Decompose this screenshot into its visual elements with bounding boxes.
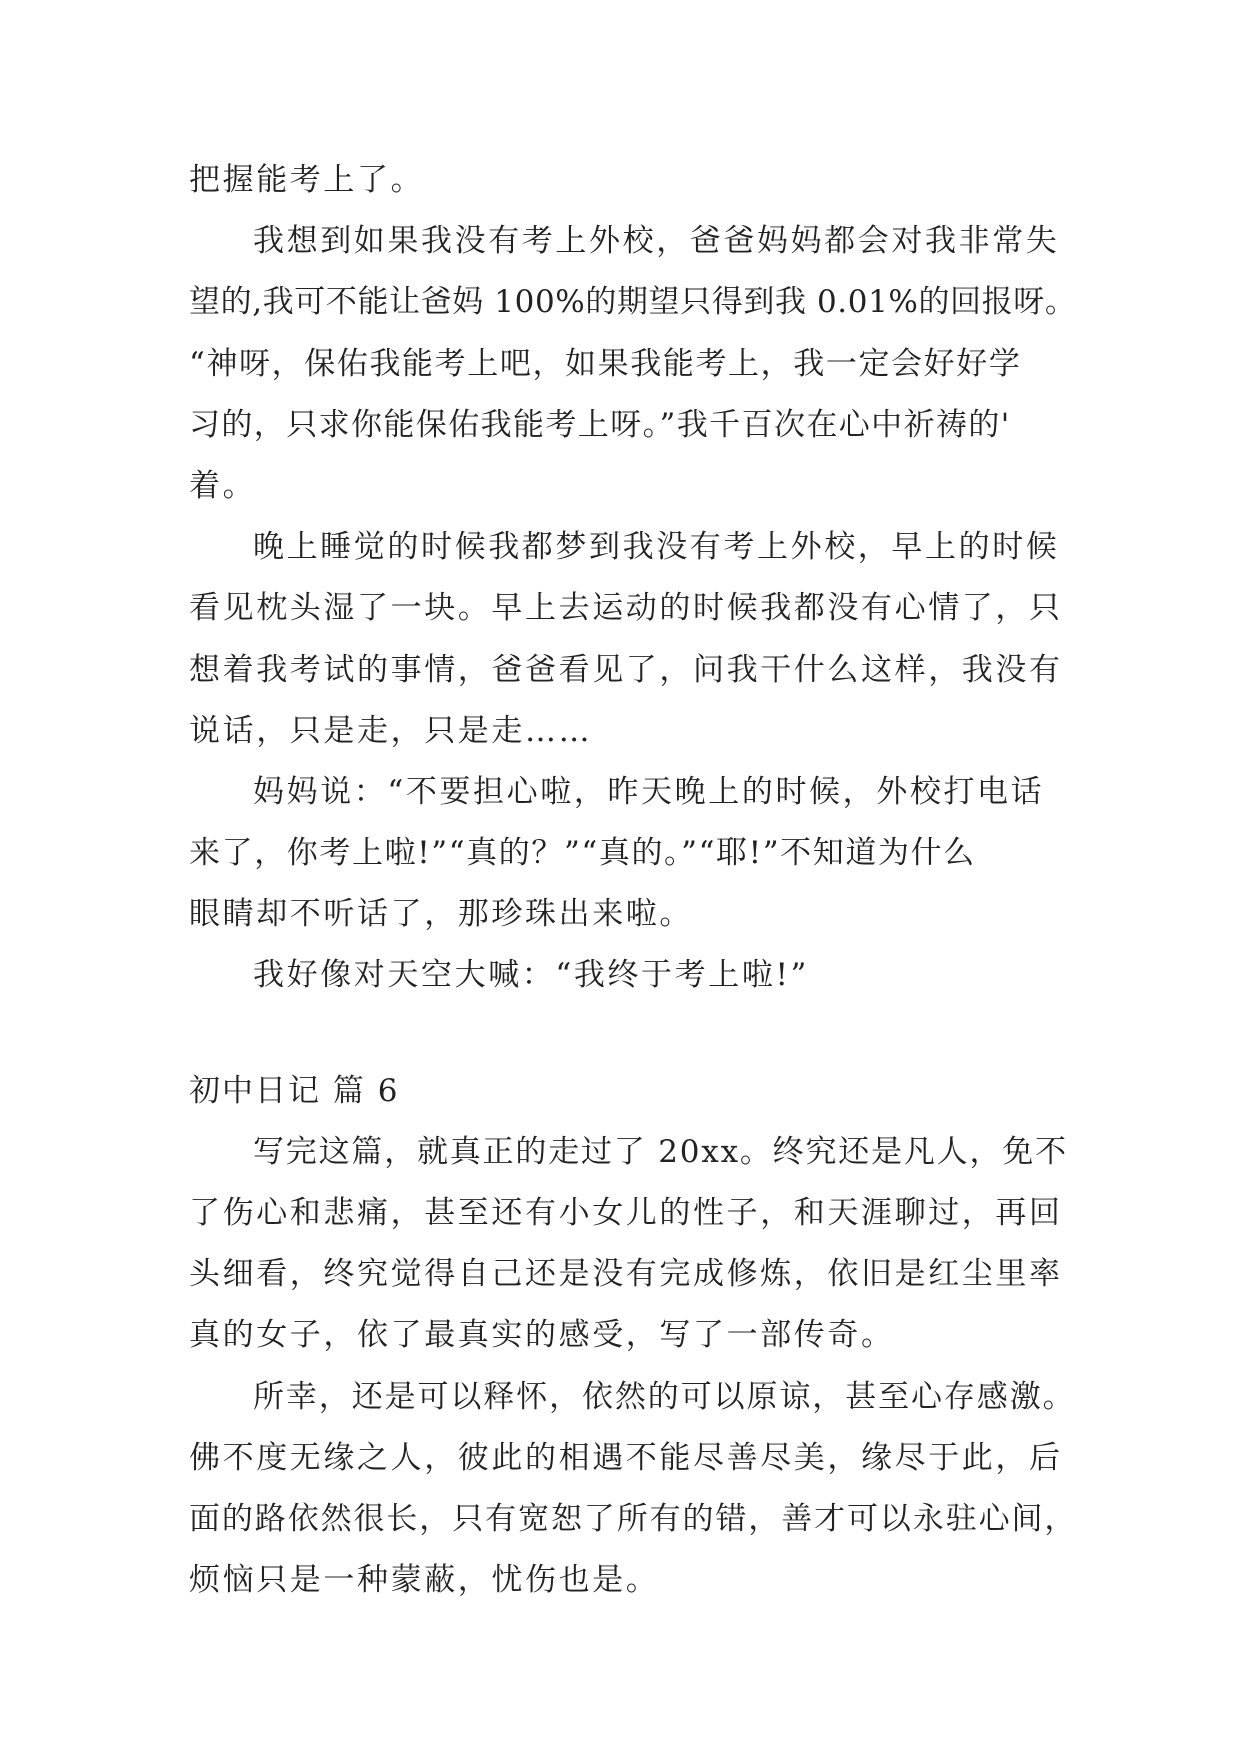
- paragraph-line: 烦恼只是一种蒙蔽，忧伤也是。: [189, 1562, 660, 1599]
- paragraph-line: “神呀，保佑我能考上吧，如果我能考上，我一定会好好学: [189, 345, 1022, 382]
- section-title: 初中日记 篇 6: [189, 1072, 400, 1109]
- paragraph-line: 妈妈说：“不要担心啦，昨天晚上的时候，外校打电话: [253, 773, 1045, 810]
- paragraph-line: 习的，只求你能保佑我能考上呀。”我千百次在心中祈祷的': [189, 406, 1011, 443]
- paragraph-line: 来了，你考上啦!”“真的？”“真的。”“耶!”不知道为什么: [189, 835, 976, 872]
- document-body: [189, 150, 1078, 1611]
- section-spacer: [189, 1007, 1053, 1061]
- paragraph-line: 想着我考试的事情，爸爸看见了，问我干什么这样，我没有: [189, 651, 1063, 688]
- paragraph-line: 眼睛却不听话了，那珍珠出来啦。: [189, 896, 693, 933]
- paragraph-line: 着。: [189, 467, 257, 504]
- paragraph-line: 我想到如果我没有考上外校，爸爸妈妈都会对我非常失: [253, 223, 1060, 260]
- paragraph-line: 望的,我可不能让爸妈 100%的期望只得到我 0.01%的回报呀。: [189, 284, 1077, 321]
- paragraph-line: 佛不度无缘之人，彼此的相遇不能尽善尽美，缘尽于此，后: [189, 1439, 1063, 1476]
- paragraph-line: 晚上睡觉的时候我都梦到我没有考上外校，早上的时候: [253, 529, 1060, 566]
- paragraph-line: 看见枕头湿了一块。早上去运动的时候我都没有心情了，只: [189, 590, 1063, 627]
- paragraph-line: 把握能考上了。: [189, 162, 425, 198]
- paragraph-line: 了伤心和悲痛，甚至还有小女儿的性子，和天涯聊过，再回: [189, 1195, 1063, 1231]
- paragraph-line: 头细看，终究觉得自己还是没有完成修炼，依旧是红尘里率: [189, 1256, 1063, 1293]
- paragraph-line: 写完这篇，就真正的走过了 20xx。终究还是凡人，免不: [253, 1133, 1068, 1170]
- paragraph-line: 我好像对天空大喊：“我终于考上啦!”: [253, 957, 809, 994]
- paragraph-line: 面的路依然很长，只有宽恕了所有的错，善才可以永驻心间，: [189, 1500, 1078, 1537]
- paragraph-line: 说话，只是走，只是走……: [189, 712, 593, 749]
- paragraph-line: 所幸，还是可以释怀，依然的可以原谅，甚至心存感激。: [253, 1378, 1076, 1415]
- paragraph-line: 真的女子，依了最真实的感受，写了一部传奇。: [189, 1317, 895, 1354]
